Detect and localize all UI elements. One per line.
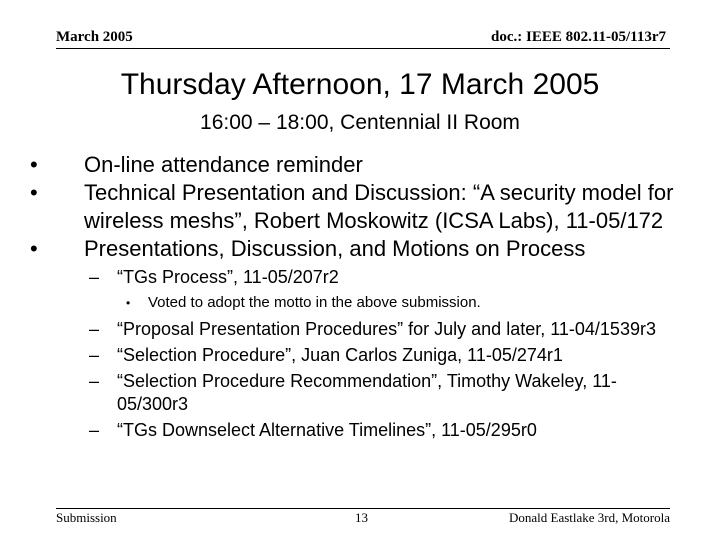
dash-marker: – xyxy=(89,371,100,391)
footer-rule xyxy=(56,508,670,509)
sub-bullet-item xyxy=(26,344,686,367)
bullet-item xyxy=(26,151,686,179)
dash-marker: – xyxy=(89,345,100,365)
footer-submission: Submission xyxy=(56,510,117,525)
bullet-marker: • xyxy=(126,296,131,310)
page-number: 13 xyxy=(355,510,368,525)
sub-bullet-text: “Proposal Presentation Procedures” for July and later, 11-04/1539r3 xyxy=(117,319,656,339)
sub-bullet-item xyxy=(26,419,686,442)
slide-title: Thursday Afternoon, 17 March 2005 xyxy=(120,68,600,101)
sub-sub-bullet-text: Voted to adopt the motto in the above submission. xyxy=(148,294,481,311)
dash-marker: – xyxy=(89,319,100,339)
header-rule xyxy=(56,48,670,49)
sub-bullet-text: “Selection Procedure”, Juan Carlos Zuniga, 11-05/274r1 xyxy=(117,345,563,365)
bullet-text: On-line attendance reminder xyxy=(84,152,363,177)
bullet-text: Technical Presentation and Discussion: “A security model for wireless meshs”, Robert Moskowitz (ICSA Labs), 11-05/172 xyxy=(84,180,674,233)
bullet-marker: • xyxy=(30,180,38,205)
footer-author: Donald Eastlake 3rd, Motorola xyxy=(508,510,670,525)
sub-sub-bullet-item xyxy=(26,294,686,312)
header-doc-id: doc.: IEEE 802.11-05/113r7 xyxy=(490,29,666,45)
bullet-item xyxy=(26,235,686,263)
header-date: March 2005 xyxy=(56,29,133,45)
bullet-text: Presentations, Discussion, and Motions on Process xyxy=(84,236,586,261)
dash-marker: – xyxy=(89,267,100,287)
sub-bullet-item xyxy=(26,266,686,289)
sub-bullet-item xyxy=(26,318,686,341)
slide-body xyxy=(26,151,686,442)
bullet-marker: • xyxy=(30,236,38,261)
dash-marker: – xyxy=(89,420,100,440)
sub-bullet-text: “TGs Process”, 11-05/207r2 xyxy=(117,267,339,287)
slide-subtitle: 16:00 – 18:00, Centennial II Room xyxy=(200,111,520,134)
bullet-marker: • xyxy=(30,152,38,177)
sub-bullet-text: “Selection Procedure Recommendation”, Timothy Wakeley, 11-05/300r3 xyxy=(117,371,617,414)
sub-bullet-item xyxy=(26,370,686,416)
sub-bullet-text: “TGs Downselect Alternative Timelines”, 11-05/295r0 xyxy=(117,420,537,440)
bullet-item xyxy=(26,179,686,235)
